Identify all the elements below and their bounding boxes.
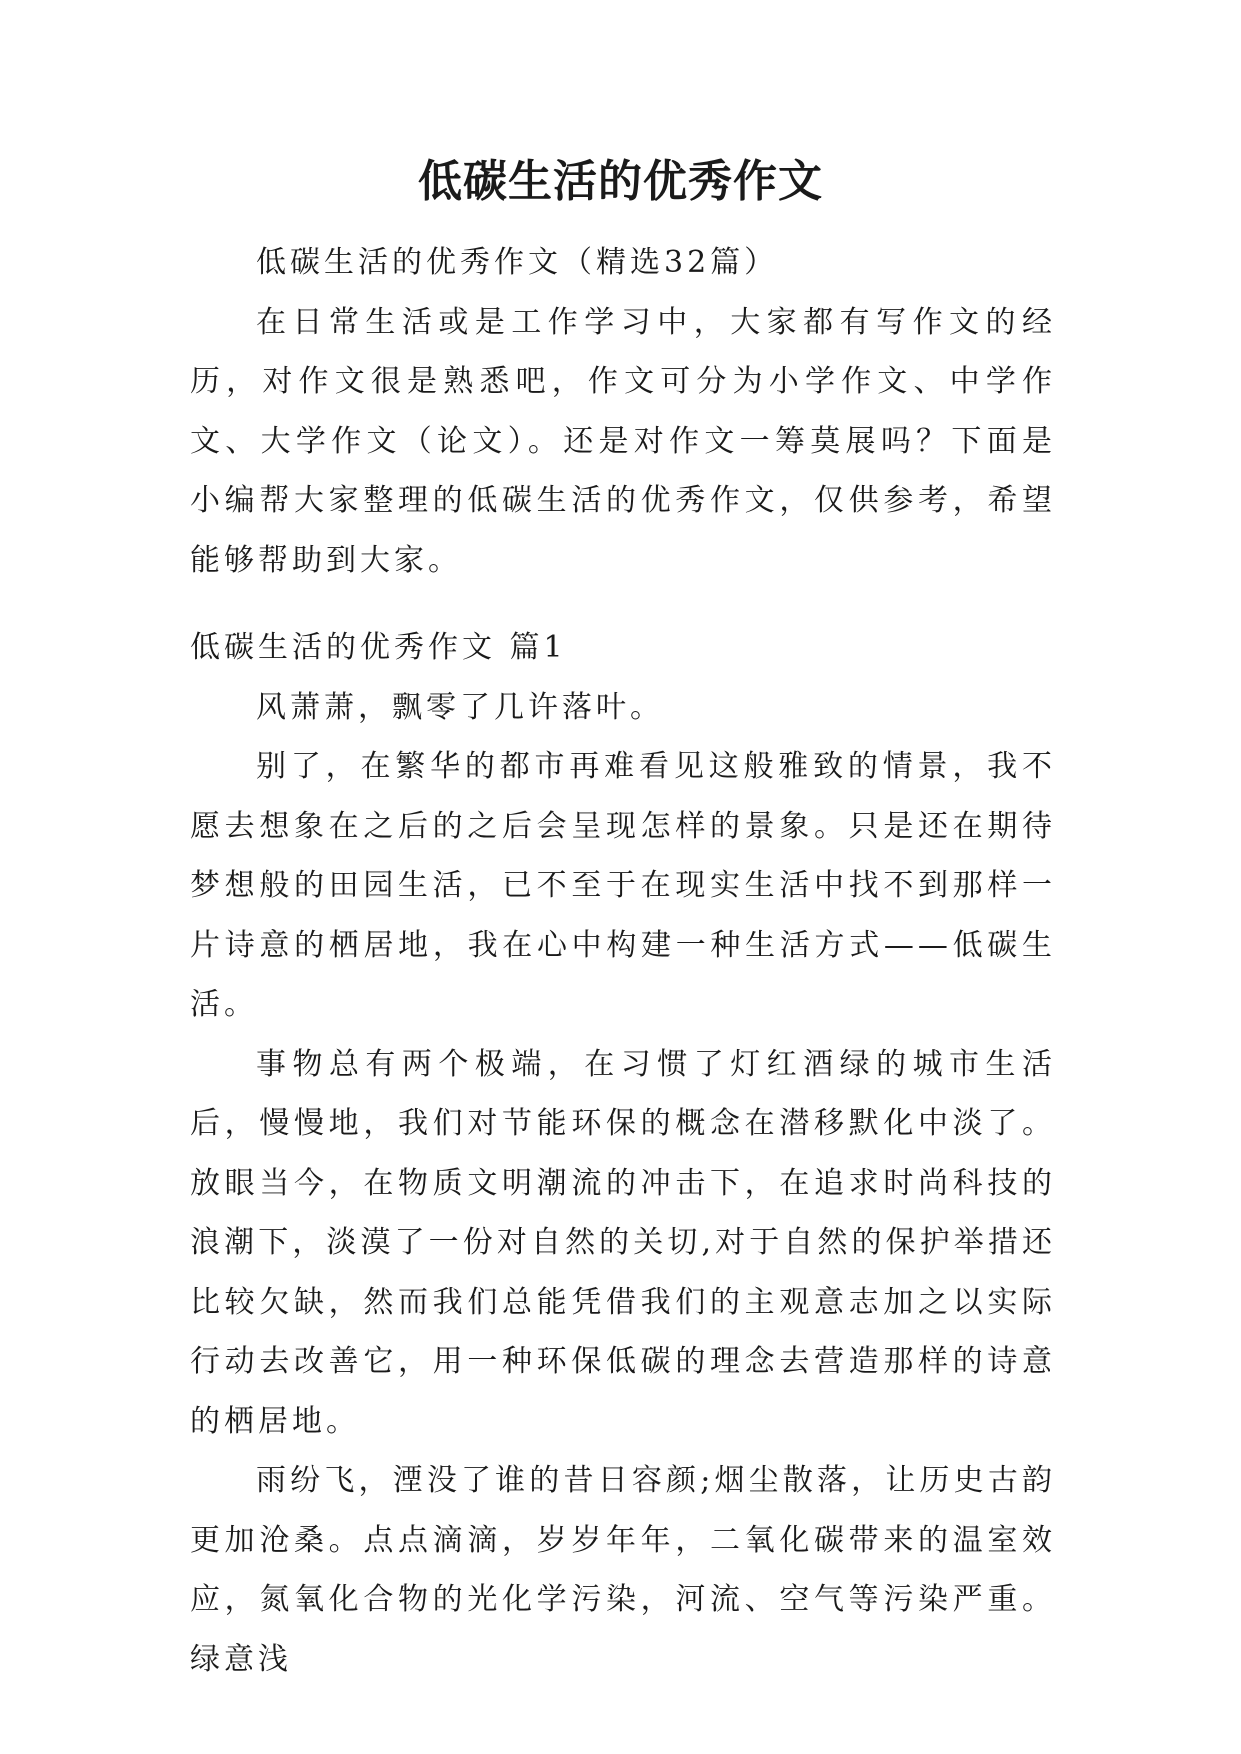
intro-paragraph: 在日常生活或是工作学习中，大家都有写作文的经历，对作文很是熟悉吧，作文可分为小学作文、中学作文、大学作文（论文）。还是对作文一筹莫展吗？下面是小编帮大家整理的低碳生活的优秀作文，仅供参考，希望能够帮助到大家。 — [190, 304, 1056, 578]
section-heading: 低碳生活的优秀作文 篇1 — [190, 630, 567, 665]
section-paragraph: 别了，在繁华的都市再难看见这般雅致的情景，我不愿去想象在之后的之后会呈现怎样的景象。只是还在期待梦想般的田园生活，已不至于在现实生活中找不到那样一片诗意的栖居地，我在心中构建一种生活方式——低碳生活。 — [190, 749, 1056, 1022]
section-paragraph: 事物总有两个极端，在习惯了灯红酒绿的城市生活后，慢慢地，我们对节能环保的概念在潜移默化中淡了。放眼当今，在物质文明潮流的冲击下，在追求时尚科技的浪潮下，淡漠了一份对自然的关切,对于自然的保护举措还比较欠缺，然而我们总能凭借我们的主观意志加之以实际行动去改善它，用一种环保低碳的理念去营造那样的诗意的栖居地。 — [190, 1046, 1056, 1439]
section-1 — [190, 618, 1056, 1689]
section-paragraph: 风萧萧，飘零了几许落叶。 — [256, 689, 664, 725]
document-title: 低碳生活的优秀作文 — [418, 156, 823, 207]
section-paragraph: 雨纷飞，湮没了谁的昔日容颜;烟尘散落，让历史古韵更加沧桑。点点滴滴，岁岁年年，二氧化碳带来的温室效应，氮氧化合物的光化学污染，河流、空气等污染严重。绿意浅 — [190, 1463, 1056, 1677]
intro-block — [190, 233, 1056, 590]
intro-subtitle: 低碳生活的优秀作文（精选32篇） — [256, 245, 779, 280]
